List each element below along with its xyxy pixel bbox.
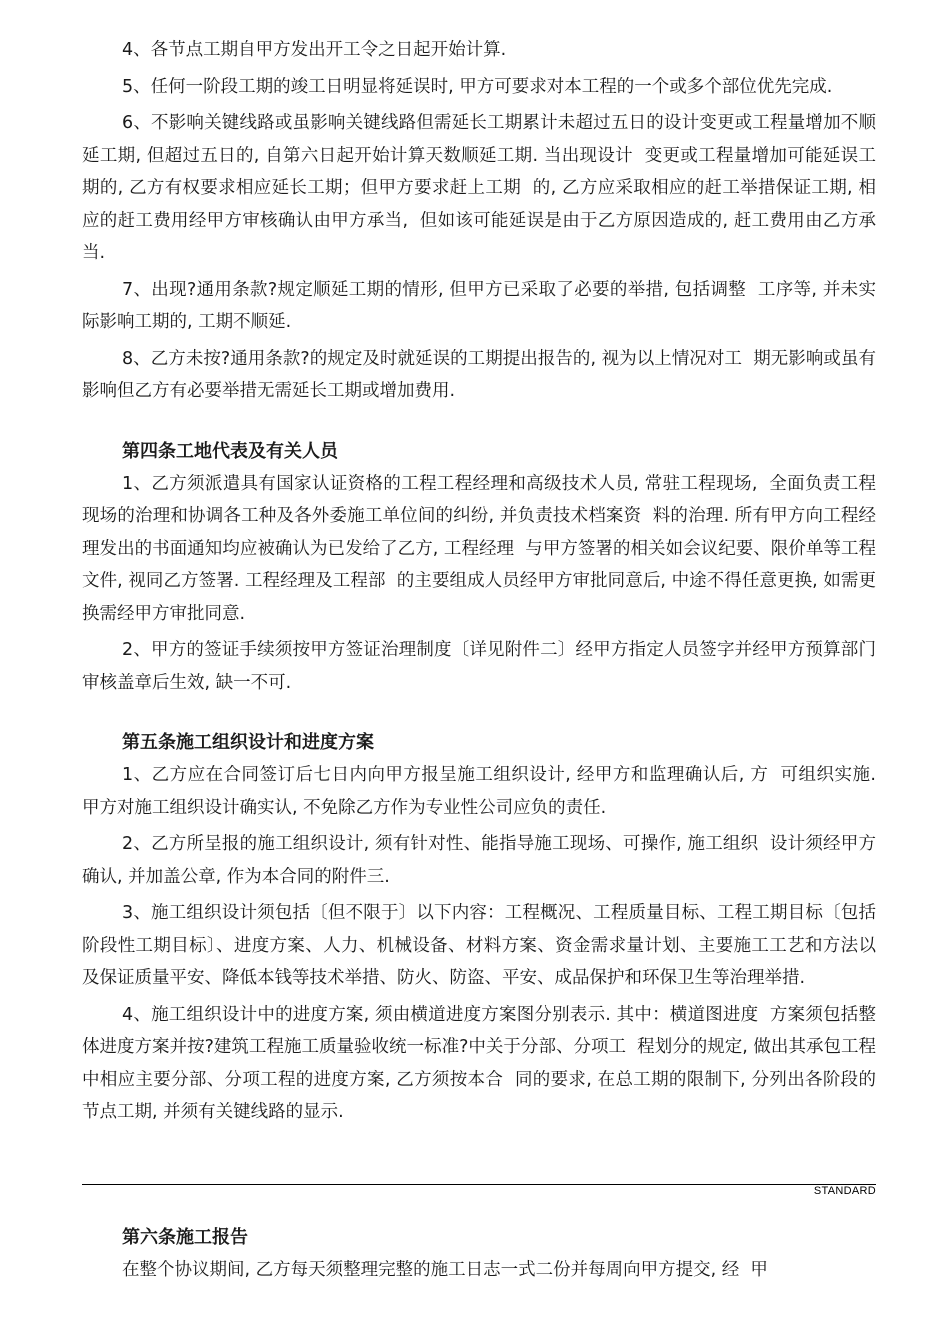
section-4-para-1: 1、乙方须派遣具有国家认证资格的工程工程经理和高级技术人员, 常驻工程现场, 全面负责工程现场的治理和协调各工种及各外委施工单位间的纠纷, 并负责技术档案资 料的治理. 所有甲方向工程经理发出的书面通知均应被确认为已发给了乙方, 工程经理 与甲方签署的相关如会议纪要、限价单等工程文件, 视同乙方签署. 工程经理及工程部 的主要组成人员经甲方审批同意后, 中途不得任意更换, 如需更换需经甲方审批同意. [82,473,876,624]
clause-4: 4、各节点工期自甲方发出开工令之日起开始计算. [122,40,507,60]
section-heading-6: 第六条施工报告 [122,1227,248,1248]
section-5-para-1: 1、乙方应在合同签订后七日内向甲方报呈施工组织设计, 经甲方和监理确认后, 方 可组织实施. 甲方对施工组织设计确实认, 不免除乙方作为专业性公司应负的责任. [82,765,882,818]
document-body [82,34,882,1129]
page-divider [82,1184,876,1185]
document-body-next [82,1222,876,1287]
clause-8: 8、乙方未按?通用条款?的规定及时就延误的工期提出报告的, 视为以上情况对工 期无影响或虽有影响但乙方有必要举措无需延长工期或增加费用. [82,348,876,401]
section-5-para-3: 3、施工组织设计须包括〔但不限于〕以下内容：工程概况、工程质量目标、工程工期目标〔包括阶段性工期目标〕、进度方案、人力、机械设备、材料方案、资金需求量计划、主要施工工艺和方法以及保证质量平安、降低本钱等技术举措、防火、防盗、平安、成品保护和环保卫生等治理举措. [82,903,876,988]
section-5-para-4: 4、施工组织设计中的进度方案, 须由横道进度方案图分别表示. 其中：横道图进度 方案须包括整体进度方案并按?建筑工程施工质量验收统一标准?中关于分部、分项工 程划分的规定, 做出其承包工程中相应主要分部、分项工程的进度方案, 乙方须按本合 同的要求, 在总工期的限制下, 分列出各阶段的节点工期, 并须有关键线路的显示. [82,1004,876,1122]
section-6-para-1: 在整个协议期间, 乙方每天须整理完整的施工日志一式二份并每周向甲方提交, 经 甲 [122,1260,768,1280]
clause-5: 5、任何一阶段工期的竣工日明显将延误时, 甲方可要求对本工程的一个或多个部位优先完成. [122,76,833,97]
clause-6: 6、不影响关键线路或虽影响关键线路但需延长工期累计未超过五日的设计变更或工程量增加不顺延工期, 但超过五日的, 自第六日起开始计算天数顺延工期. 当出现设计 变更或工程量增加可能延误工期的, 乙方有权要求相应延长工期；但甲方要求赶上工期 的, 乙方应采取相应的赶工举措保证工期, 相应的赶工费用经甲方审核确认由甲方承当, 但如该可能延误是由于乙方原因造成的, 赶工费用由乙方承当. [82,113,876,263]
section-heading-4: 第四条工地代表及有关人员 [122,440,338,462]
section-4-para-2: 2、甲方的签证手续须按甲方签证治理制度〔详见附件二〕经甲方指定人员签字并经甲方预算部门审核盖章后生效, 缺一不可. [82,640,876,693]
footer-label: STANDARD [813,1185,876,1197]
section-heading-5: 第五条施工组织设计和进度方案 [122,732,374,753]
clause-7: 7、出现?通用条款?规定顺延工期的情形, 但甲方已采取了必要的举措, 包括调整 工序等, 并未实际影响工期的, 工期不顺延. [82,279,876,332]
section-5-para-2: 2、乙方所呈报的施工组织设计, 须有针对性、能指导施工现场、可操作, 施工组织 设计须经甲方确认, 并加盖公章, 作为本合同的附件三. [82,834,876,887]
